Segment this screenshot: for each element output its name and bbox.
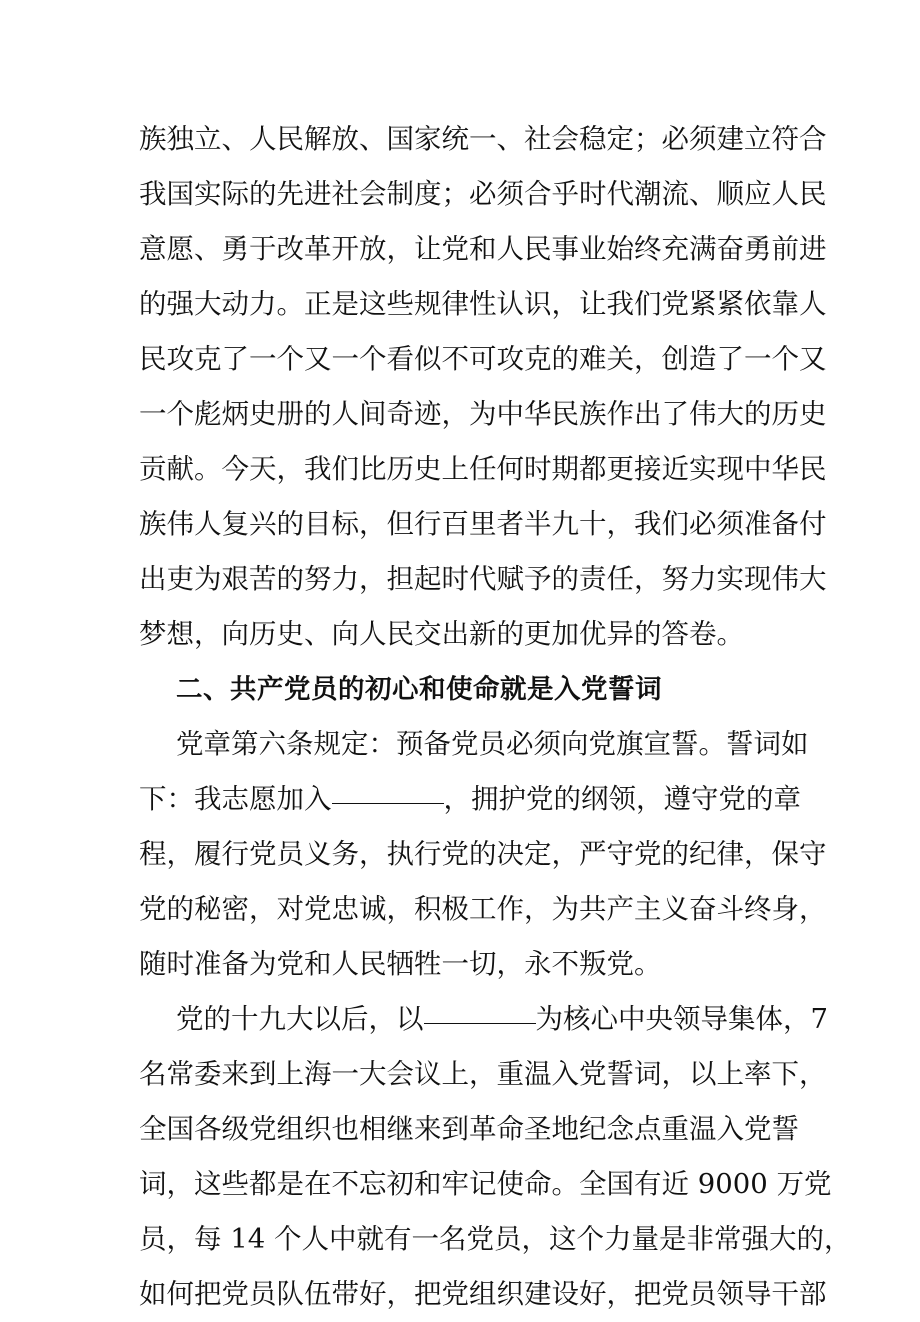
document-body	[139, 112, 852, 1322]
text-line-with-blank	[139, 772, 801, 827]
paragraph-3	[139, 992, 852, 1322]
text-line: 意愿、勇于改革开放，让党和人民事业始终充满奋勇前进	[139, 233, 827, 265]
text-line: 族独立、人民解放、国家统一、社会稳定；必须建立符合	[139, 123, 827, 155]
text-segment: 为核心中央领导集体，7	[535, 1003, 828, 1035]
text-line: 程，履行党员义务，执行党的决定，严守党的纪律，保守	[139, 838, 827, 870]
text-line: 名常委来到上海一大会议上，重温入党誓词，以上率下，	[139, 1058, 827, 1090]
paragraph-1	[139, 112, 827, 662]
text-line: 贡献。今天，我们比历史上任何时期都更接近实现中华民	[139, 453, 827, 485]
text-line: 族伟人复兴的目标，但行百里者半九十，我们必须准备付	[139, 508, 827, 540]
text-line: 员，每 14 个人中就有一名党员，这个力量是非常强大的，	[139, 1223, 852, 1255]
text-line: 党章第六条规定：预备党员必须向党旗宣誓。誓词如	[176, 728, 809, 760]
section-heading: 二、共产党员的初心和使命就是入党誓词	[176, 674, 662, 705]
text-line-with-blank	[139, 992, 828, 1047]
text-line: 出吏为艰苦的努力，担起时代赋予的责任，努力实现伟大	[139, 563, 827, 595]
paragraph-2	[139, 717, 827, 992]
fill-in-blank	[424, 995, 536, 1024]
text-line: 随时准备为党和人民牺牲一切，永不叛党。	[139, 948, 662, 980]
text-line: 我国实际的先进社会制度；必须合乎时代潮流、顺应人民	[139, 178, 827, 210]
text-line: 一个彪炳史册的人间奇迹，为中华民族作出了伟大的历史	[139, 398, 827, 430]
text-line: 全国各级党组织也相继来到革命圣地纪念点重温入党誓	[139, 1113, 799, 1145]
text-line: 党的秘密，对党忠诚，积极工作，为共产主义奋斗终身，	[139, 893, 827, 925]
text-line: 民攻克了一个又一个看似不可攻克的难关，创造了一个又	[139, 343, 827, 375]
fill-in-blank	[332, 775, 444, 804]
text-line: 如何把党员队伍带好，把党组织建设好，把党员领导干部	[139, 1278, 827, 1310]
text-line: 梦想，向历史、向人民交出新的更加优异的答卷。	[139, 618, 744, 650]
text-segment: 党的十九大以后，以	[176, 1003, 424, 1035]
text-segment: ，拥护党的纲领，遵守党的章	[443, 783, 801, 815]
text-line: 的强大动力。正是这些规律性认识，让我们党紧紧依靠人	[139, 288, 827, 320]
text-segment: 下：我志愿加入	[139, 783, 332, 815]
text-line: 词，这些都是在不忘初和牢记使命。全国有近 9000 万党	[139, 1168, 832, 1200]
